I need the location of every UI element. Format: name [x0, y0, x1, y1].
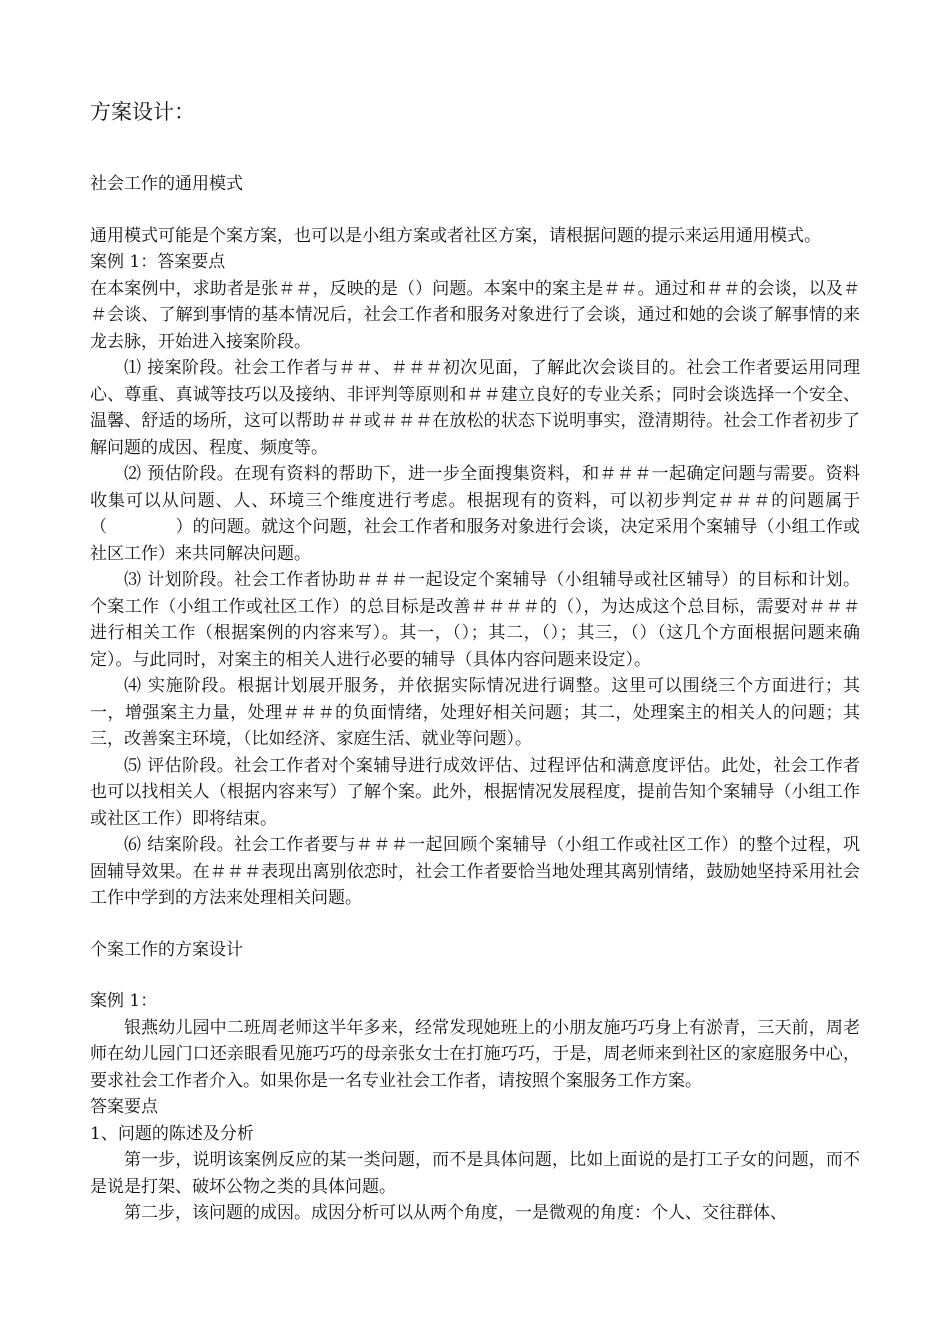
- document-title: 方案设计：: [90, 100, 195, 124]
- intro-paragraph: 通用模式可能是个案方案，也可以是小组方案或者社区方案，请根据问题的提示来运用通用模式。: [90, 225, 821, 246]
- step-intake-paragraph: ⑴ 接案阶段。社会工作者与＃＃、＃＃＃初次见面，了解此次会谈目的。社会工作者要运用同理心、尊重、真诚等技巧以及接纳、非评判等原则和＃＃建立良好的专业关系；同时会谈选择一个安全、温馨、舒适的场所，这可以帮助＃＃或＃＃＃在放松的状态下说明事实，澄清期待。社会工作者初步了解问题的成因、程度、频度等。: [90, 358, 860, 458]
- section1-heading: 1、问题的陈述及分析: [90, 1123, 254, 1144]
- case1-key-heading: 案例 1：答案要点: [90, 252, 226, 272]
- step-assessment-paragraph: ⑵ 预估阶段。在现有资料的帮助下，进一步全面搜集资料，和＃＃＃一起确定问题与需要。资料收集可以从问题、人、环境三个维度进行考虑。根据现有的资料，可以初步判定＃＃＃的问题属于（ ）的问题。就这个问题，社会工作者和服务对象进行会谈，决定采用个案辅导（小组工作或社区工作）来共同解决问题。: [90, 464, 860, 564]
- heading-case-design: 个案工作的方案设计: [90, 939, 243, 960]
- step-implementation-paragraph: ⑷ 实施阶段。根据计划展开服务，并依据实际情况进行调整。这里可以围绕三个方面进行；其一，增强案主力量，处理＃＃＃的负面情绪，处理好相关问题；其二，处理案主的相关人的问题；其三，改善案主环境，（比如经济、家庭生活、就业等问题）。: [90, 676, 860, 749]
- step-evaluation-paragraph: ⑸ 评估阶段。社会工作者对个案辅导进行成效评估、过程评估和满意度评估。此处，社会工作者也可以找相关人（根据内容来写）了解个案。此外，根据情况发展程度，提前告知个案辅导（小组工作或社区工作）即将结束。: [90, 755, 860, 829]
- case1-overview-paragraph: 在本案例中，求助者是张＃＃，反映的是（）问题。本案中的案主是＃＃。通过和＃＃的会谈，以及＃＃会谈、了解到事情的基本情况后，社会工作者和服务对象进行了会谈，通过和她的会谈了解事情的来龙去脉，开始进入接案阶段。: [90, 278, 860, 352]
- section1-step1-paragraph: 第一步，说明该案例反应的某一类问题，而不是具体问题，比如上面说的是打工子女的问题，而不是说是打架、破坏公物之类的具体问题。: [90, 1150, 860, 1197]
- case1-label: 案例 1：: [90, 991, 158, 1011]
- step-planning-paragraph: ⑶ 计划阶段。社会工作者协助＃＃＃一起设定个案辅导（小组辅导或社区辅导）的目标和计划。个案工作（小组工作或社区工作）的总目标是改善＃＃＃＃的（），为达成这个总目标，需要对＃＃＃进行相关工作（根据案例的内容来写）。其一，（）；其二，（）；其三，（）（这几个方面根据问题来确定）。与此同时，对案主的相关人进行必要的辅导（具体内容问题来设定）。: [90, 570, 860, 670]
- heading-general-model: 社会工作的通用模式: [90, 174, 243, 194]
- case1-story-paragraph: 银燕幼儿园中二班周老师这半年多来，经常发现她班上的小朋友施巧巧身上有淤青，三天前，周老师在幼儿园门口还亲眼看见施巧巧的母亲张女士在打施巧巧，于是，周老师来到社区的家庭服务中心，要求社会工作者介入。如果你是一名专业社会工作者，请按照个案服务工作方案。: [90, 1017, 860, 1091]
- step-closure-paragraph: ⑹ 结案阶段。社会工作者要与＃＃＃一起回顾个案辅导（小组工作或社区工作）的整个过程，巩固辅导效果。在＃＃＃表现出离别依恋时，社会工作者要恰当地处理其离别情绪，鼓励她坚持采用社会工作中学到的方法来处理相关问题。: [90, 835, 860, 908]
- answer-key-heading: 答案要点: [90, 1097, 158, 1117]
- section1-step2-paragraph: 第二步，该问题的成因。成因分析可以从两个角度，一是微观的角度：个人、交往群体、: [124, 1203, 787, 1223]
